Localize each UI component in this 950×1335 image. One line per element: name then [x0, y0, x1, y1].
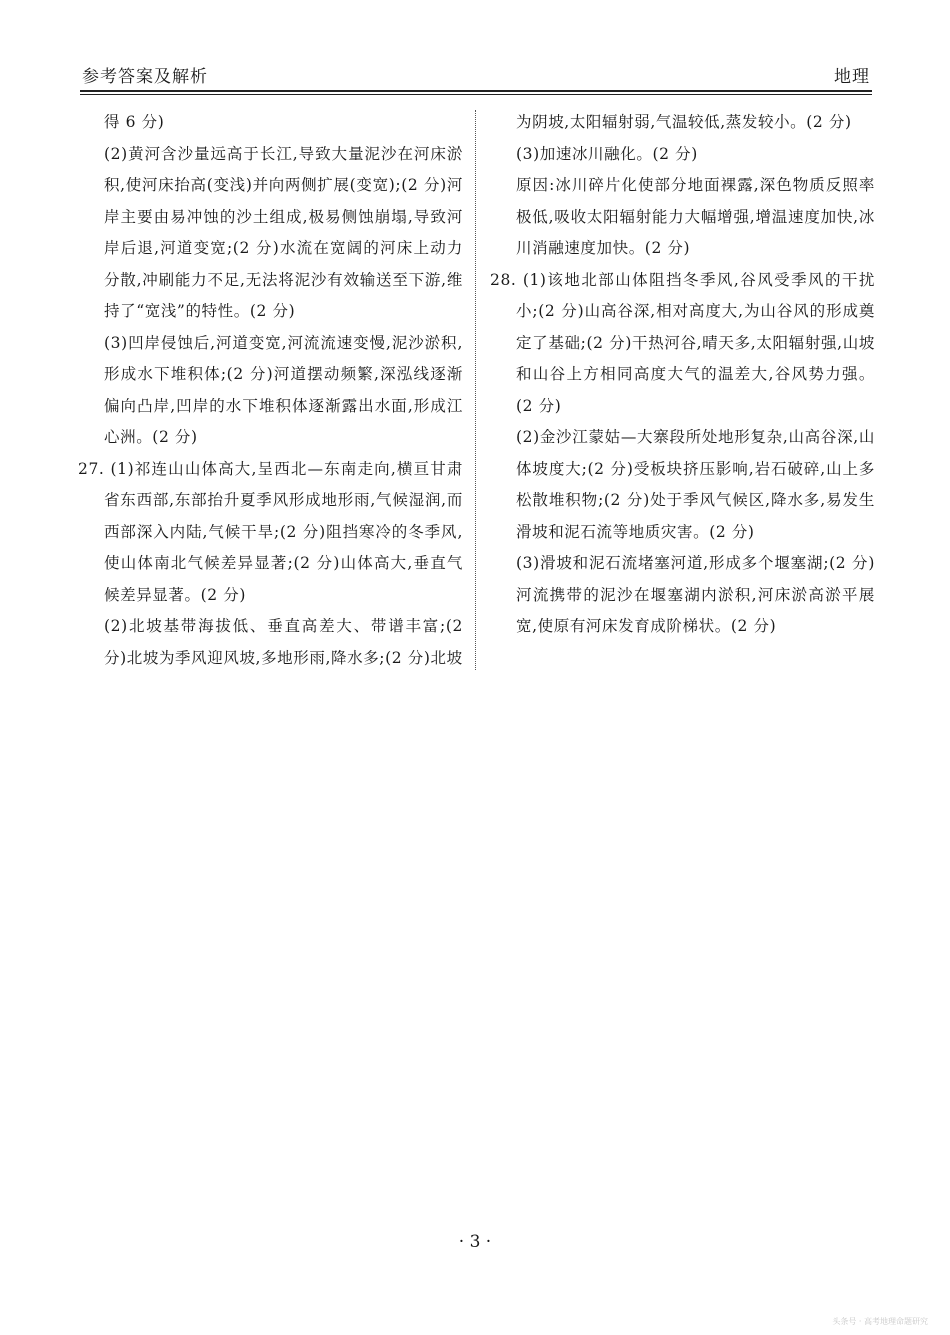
header-rule-thick — [80, 90, 872, 92]
question-28-answer: 28. (1)该地北部山体阻挡冬季风,谷风受季风的干扰小;(2 分)山高谷深,相对高度大,为山谷风的形成奠定了基础;(2 分)干热河谷,晴天多,太阳辐射强,山坡和山谷上方相同高度大气的温差大,谷风势力强。(2 分) — [490, 270, 875, 415]
left-column — [78, 107, 463, 674]
subject-label: 地理 — [834, 67, 870, 87]
header-rule-thin — [80, 94, 872, 95]
document-title: 参考答案及解析 — [82, 67, 208, 87]
answer-paragraph: (3)凹岸侵蚀后,河道变宽,河流流速变慢,泥沙淤积,形成水下堆积体;(2 分)河道摆动频繁,深泓线逐渐偏向凸岸,凹岸的水下堆积体逐渐露出水面,形成江心洲。(2 分) — [104, 333, 463, 446]
answer-paragraph: (2)金沙江蒙姑—大寨段所处地形复杂,山高谷深,山体坡度大;(2 分)受板块挤压影响,岩石破碎,山上多松散堆积物;(2 分)处于季风气候区,降水多,易发生滑坡和泥石流等地质灾害。(2 分) — [516, 428, 875, 541]
question-27-answer: 27. (1)祁连山山体高大,呈西北—东南走向,横亘甘肃省东西部,东部抬升夏季风形成地形雨,气候湿润,而西部深入内陆,气候干旱;(2 分)阻挡寒冷的冬季风,使山体南北气候差异显著;(2 分)山体高大,垂直气候差异显著。(2 分) — [78, 459, 463, 604]
answer-paragraph: (2)北坡基带海拔低、垂直高差大、带谱丰富;(2 分)北坡为季风迎风坡,多地形雨,降水多;(2 分)北坡 — [104, 617, 463, 667]
answer-paragraph: 得 6 分) — [104, 113, 165, 131]
answer-paragraph: 原因:冰川碎片化使部分地面裸露,深色物质反照率极低,吸收太阳辐射能力大幅增强,增温速度加快,冰川消融速度加快。(2 分) — [516, 176, 875, 257]
answer-paragraph: (2)黄河含沙量远高于长江,导致大量泥沙在河床淤积,使河床抬高(变浅)并向两侧扩展(变宽);(2 分)河岸主要由易冲蚀的沙土组成,极易侧蚀崩塌,导致河岸后退,河道变宽;(2 分)水流在宽阔的河床上动力分散,冲刷能力不足,无法将泥沙有效输送至下游,维持了“宽浅”的特性。(2 分) — [104, 144, 463, 320]
right-column — [490, 107, 875, 643]
answer-paragraph: (3)滑坡和泥石流堵塞河道,形成多个堰塞湖;(2 分)河流携带的泥沙在堰塞湖内淤积,河床淤高淤平展宽,使原有河床发育成阶梯状。(2 分) — [516, 554, 875, 635]
answer-paragraph: 为阴坡,太阳辐射弱,气温较低,蒸发较小。(2 分) — [516, 113, 852, 131]
watermark: 头条号 · 高考地理命题研究 — [832, 1317, 928, 1326]
column-divider — [475, 110, 476, 670]
page-header — [80, 58, 872, 86]
answer-paragraph: (3)加速冰川融化。(2 分) — [516, 144, 698, 163]
page-number: · 3 · — [458, 1232, 492, 1252]
